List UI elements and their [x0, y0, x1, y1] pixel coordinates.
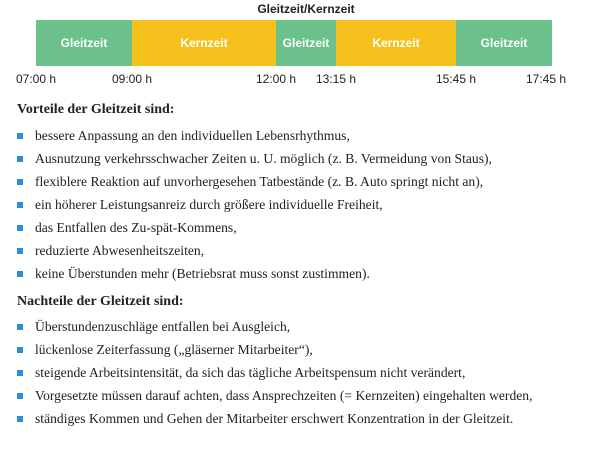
list-item: das Entfallen des Zu-spät-Kommens, — [17, 220, 577, 236]
bullet-square-icon — [17, 133, 23, 139]
bullet-square-icon — [17, 370, 23, 376]
list-item: bessere Anpassung an den individuellen Lebensrhythmus, — [17, 128, 577, 144]
timeline-bar — [36, 20, 552, 66]
bullet-square-icon — [17, 179, 23, 185]
time-label: 07:00 h — [15, 72, 57, 86]
bullet-square-icon — [17, 156, 23, 162]
list-item: lückenlose Zeiterfassung („gläserner Mitarbeiter“), — [17, 342, 577, 358]
advantages-heading: Vorteile der Gleitzeit sind: — [17, 102, 175, 117]
time-label: 12:00 h — [255, 72, 297, 86]
timeline-title: Gleitzeit/Kernzeit — [257, 2, 355, 16]
bullet-square-icon — [17, 225, 23, 231]
bullet-square-icon — [17, 324, 23, 330]
time-label: 09:00 h — [111, 72, 153, 86]
bullet-square-icon — [17, 202, 23, 208]
time-label: 15:45 h — [435, 72, 477, 86]
timeline-segment-gleitzeit-1: Gleitzeit — [36, 20, 132, 66]
timeline-segment-gleitzeit-3: Gleitzeit — [456, 20, 552, 66]
bullet-square-icon — [17, 248, 23, 254]
list-item: steigende Arbeitsintensität, da sich das tägliche Arbeitspensum nicht verändert, — [17, 365, 577, 381]
timeline-segment-kernzeit-1: Kernzeit — [132, 20, 276, 66]
advantages-list — [17, 128, 577, 282]
bullet-square-icon — [17, 271, 23, 277]
list-item: ständiges Kommen und Gehen der Mitarbeiter erschwert Konzentration in der Gleitzeit. — [17, 411, 577, 427]
bullet-square-icon — [17, 393, 23, 399]
list-item: Ausnutzung verkehrsschwacher Zeiten u. U. möglich (z. B. Vermeidung von Staus), — [17, 151, 577, 167]
list-item: ein höherer Leistungsanreiz durch größere individuelle Freiheit, — [17, 197, 577, 213]
timeline-segment-gleitzeit-2: Gleitzeit — [276, 20, 336, 66]
time-label: 13:15 h — [315, 72, 357, 86]
list-item: Überstundenzuschläge entfallen bei Ausgleich, — [17, 319, 577, 335]
time-label: 17:45 h — [525, 72, 567, 86]
list-item: keine Überstunden mehr (Betriebsrat muss sonst zustimmen). — [17, 266, 577, 282]
timeline-segment-kernzeit-2: Kernzeit — [336, 20, 456, 66]
list-item: flexiblere Reaktion auf unvorhergesehen Tatbestände (z. B. Auto springt nicht an), — [17, 174, 577, 190]
disadvantages-heading: Nachteile der Gleitzeit sind: — [17, 294, 184, 309]
list-item: Vorgesetzte müssen darauf achten, dass Ansprechzeiten (= Kernzeiten) eingehalten werden, — [17, 388, 577, 404]
bullet-square-icon — [17, 347, 23, 353]
list-item: reduzierte Abwesenheitszeiten, — [17, 243, 577, 259]
disadvantages-list — [17, 319, 577, 427]
bullet-square-icon — [17, 416, 23, 422]
